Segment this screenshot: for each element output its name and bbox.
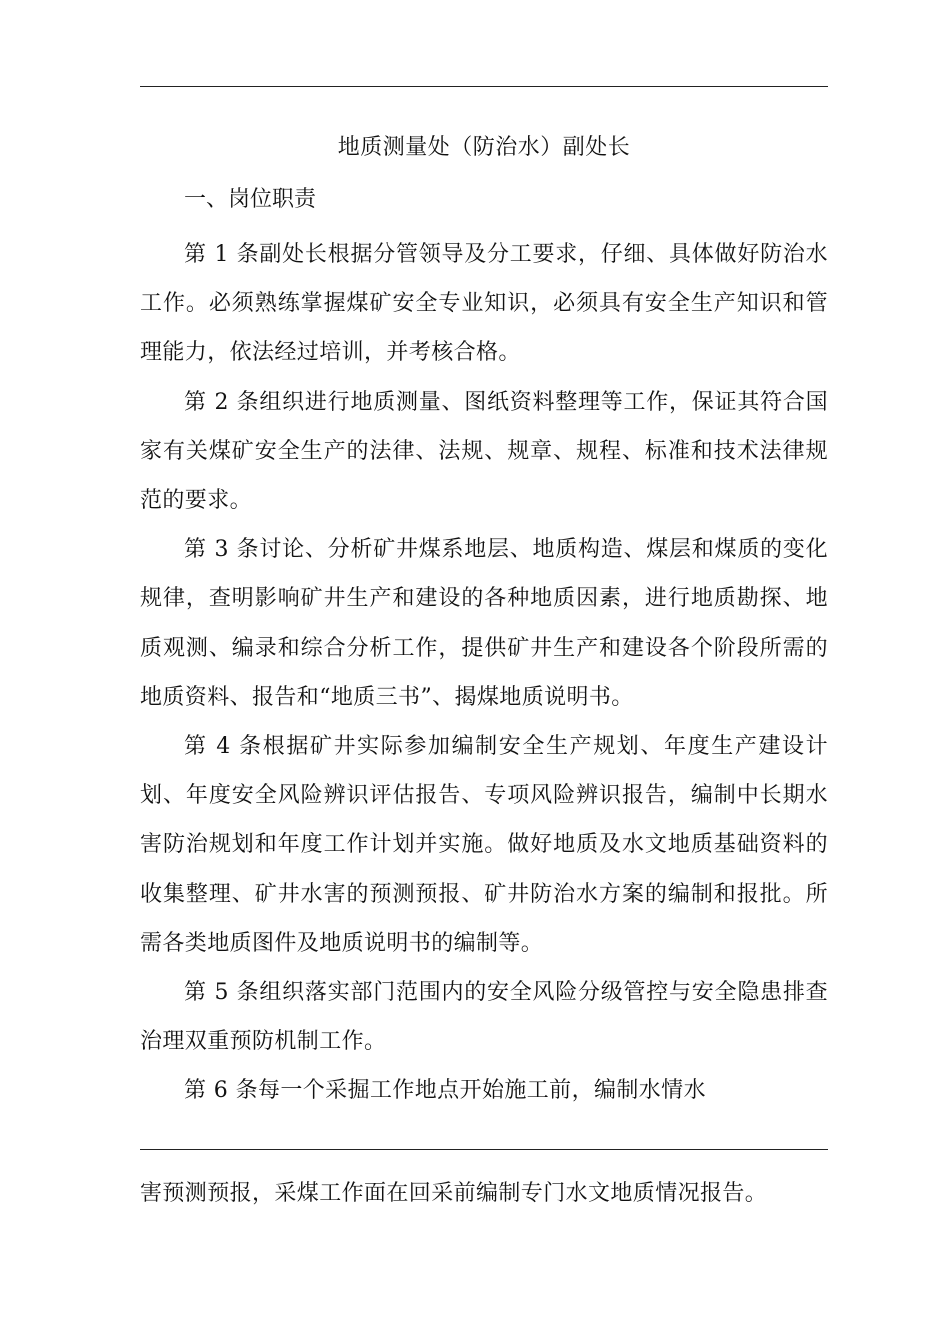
top-rule: [140, 86, 828, 87]
paragraph-article-1: 第 1 条副处长根据分管领导及分工要求，仔细、具体做好防治水工作。必须熟练掌握煤矿安全专业知识，必须具有安全生产知识和管理能力，依法经过培训，并考核合格。: [140, 242, 828, 366]
continuation-text: 害预测预报，采煤工作面在回采前编制专门水文地质情况报告。: [140, 1181, 768, 1206]
page-break-rule: [140, 1149, 828, 1150]
section-heading: 一、岗位职责: [184, 187, 317, 212]
paragraph-article-2: 第 2 条组织进行地质测量、图纸资料整理等工作，保证其符合国家有关煤矿安全生产的法律、法规、规章、规程、标准和技术法律规范的要求。: [140, 389, 828, 514]
paragraph-article-6: 第 6 条每一个采掘工作地点开始施工前，编制水情水: [184, 1078, 706, 1104]
page-title: 地质测量处（防治水）副处长: [337, 135, 631, 160]
document-body: [140, 128, 828, 1116]
paragraph-article-3: 第 3 条讨论、分析矿井煤系地层、地质构造、煤层和煤质的变化规律，查明影响矿井生产和建设的各种地质因素，进行地质勘探、地质观测、编录和综合分析工作，提供矿井生产和建设各个阶段所需的地质资料、报告和“地质三书”、揭煤地质说明书。: [140, 537, 828, 710]
paragraph-article-4: 第 4 条根据矿井实际参加编制安全生产规划、年度生产建设计划、年度安全风险辨识评估报告、专项风险辨识报告，编制中长期水害防治规划和年度工作计划并实施。做好地质及水文地质基础资料的收集整理、矿井水害的预测预报、矿井防治水方案的编制和报批。所需各类地质图件及地质说明书的编制等。: [140, 734, 828, 956]
paragraph-article-5: 第 5 条组织落实部门范围内的安全风险分级管控与安全隐患排查治理双重预防机制工作。: [140, 980, 828, 1055]
